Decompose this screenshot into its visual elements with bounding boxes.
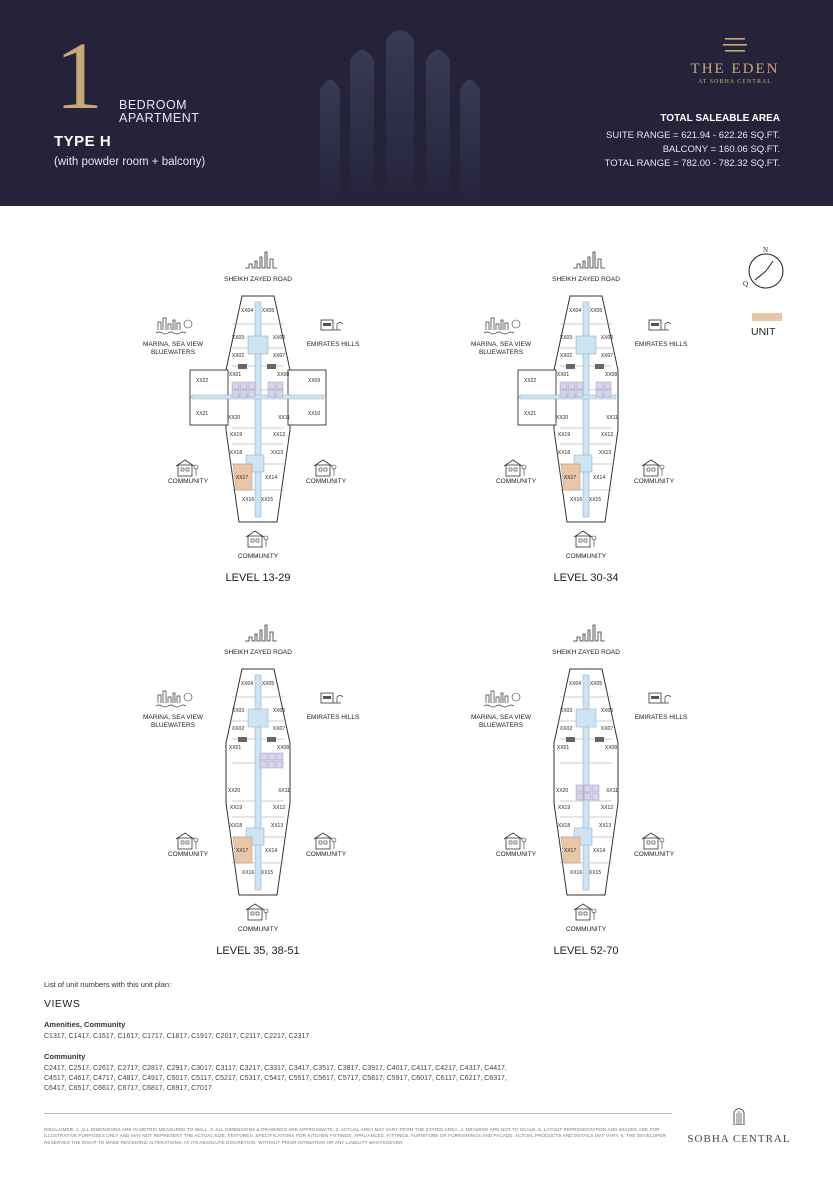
core-upper [576,336,596,354]
unit-label-xx11: XX11 [278,788,290,794]
corridor-vertical [583,302,589,517]
lift-cell [232,382,239,389]
unit-label-xx14: XX14 [264,848,278,854]
sea-view-icon [156,318,192,334]
lift-cell [604,390,611,397]
shaft-block [238,737,247,742]
sobha-logo-icon [733,1107,745,1125]
lift-cell [584,793,591,800]
community-bottom-label: COMMUNITY [565,926,607,933]
emirates-hills-icon [649,320,671,330]
community-left-icon [504,460,526,476]
shaft-block [595,737,604,742]
eden-logo-sub: AT SOBHA CENTRAL [698,79,772,85]
unit-label-xx01: XX01 [228,372,242,378]
unit-label-xx02: XX02 [231,726,245,732]
view-left-label-1: MARINA, SEA VIEW [471,714,531,721]
unit-label-xx19: XX19 [557,432,571,438]
bedroom-label [119,99,199,125]
floor-plan-3 [140,623,380,938]
unit-label-xx07: XX07 [272,353,286,359]
unit-label-xx01: XX01 [556,745,570,751]
core-upper [248,709,268,727]
unit-list [44,980,684,1094]
unit-label-xx07: XX07 [600,726,614,732]
unit-label-xx20: XX20 [555,415,569,421]
saleable-area [605,113,780,171]
sea-view-icon [156,691,192,707]
community-right-icon [642,833,664,849]
skyline-icon [573,625,605,641]
lift-cell [240,382,247,389]
bedroom-line2: APARTMENT [119,111,200,125]
lift-cell [240,390,247,397]
community-left-icon [176,833,198,849]
unit-label-xx03: XX03 [559,708,573,714]
lift-cell [268,753,275,760]
unit-label-xx18: XX18 [557,450,571,456]
skyline-icon [245,252,277,268]
group2-units: C2417, C2517, C2617, C2717, C2817, C2917, C3017, C3117, C3217, C3317, C3417, C3517, C3817, C3917, C4017, C4117, C4217, C4317, C4417, C4517, C4617, C4717, C4817, C4917, C5017, C5117, C5217, C5317, C5417, C5517, C5617, C5717, C5817, C5917, C6017, C6117, C6217, C6317, C6417, C6517, C6617, C6717, C6817, C6917, C7017 [44,1065,507,1092]
community-bottom-icon [574,904,596,920]
unit-label-xx13: XX13 [598,450,612,456]
unit-label-xx12: XX12 [600,432,614,438]
unit-label-xx20: XX20 [555,788,569,794]
unit-label-xx06: XX06 [272,708,286,714]
sea-view-icon [484,318,520,334]
eden-logo-icon [723,38,747,52]
unit-label-xx18: XX18 [229,823,243,829]
unit-label-xx05: XX05 [589,308,603,314]
lift-cell [596,382,603,389]
community-bottom-icon [246,904,268,920]
floor-plan-1 [140,250,380,565]
lift-cell [576,390,583,397]
unit-label-xx16: XX16 [241,497,255,503]
unit-label-xx11: XX11 [606,788,618,794]
lift-cell [592,785,599,792]
unit-label-xx06: XX06 [600,708,614,714]
level-caption: LEVEL 52-70 [553,945,619,957]
unit-label-xx20: XX20 [227,415,241,421]
unit-subtitle: (with powder room + balcony) [54,156,206,168]
core-upper [248,336,268,354]
unit-label-xx17: XX17 [563,848,577,854]
unit-label-xx18: XX18 [557,823,571,829]
lift-cell [576,793,583,800]
building-arches-graphic [300,20,500,206]
lift-cell [260,753,267,760]
lift-cell [268,761,275,768]
bedroom-line1: BEDROOM [119,98,188,112]
unit-label-xx20: XX20 [227,788,241,794]
compass-q: Q [743,280,749,288]
level-caption: LEVEL 30-34 [553,572,619,584]
unit-label-xx10: XX10 [307,411,321,417]
suite-range: SUITE RANGE = 621.94 - 622.26 SQ.FT. [606,130,780,141]
unit-label-xx09: XX09 [307,378,321,384]
shaft-block [238,364,247,369]
unit-label-xx08: XX08 [276,372,290,378]
total-range: TOTAL RANGE = 782.00 - 782.32 SQ.FT. [604,158,780,169]
lift-cell [232,390,239,397]
community-bottom-label: COMMUNITY [237,553,279,560]
unit-label-xx15: XX15 [260,497,274,503]
view-right-label: EMIRATES HILLS [634,714,688,721]
community-left-icon [504,833,526,849]
lift-cell [276,382,283,389]
lift-cell [276,753,283,760]
corridor-vertical [255,675,261,890]
view-top-label: SHEIKH ZAYED ROAD [552,276,620,283]
lift-cell [276,761,283,768]
unit-label-xx15: XX15 [588,870,602,876]
unit-label-xx13: XX13 [598,823,612,829]
lift-cell [276,390,283,397]
lift-cell [268,390,275,397]
group2-title: Community [44,1052,86,1061]
view-top-label: SHEIKH ZAYED ROAD [552,649,620,656]
bedroom-count: 1 [55,22,103,129]
lift-cell [576,382,583,389]
sobha-logo-name: SOBHA CENTRAL [687,1133,791,1145]
community-bottom-icon [574,531,596,547]
unit-label-xx04: XX04 [240,308,254,314]
lift-cell [248,382,255,389]
view-left-label-2: BLUEWATERS [478,349,524,356]
unit-label-xx03: XX03 [231,708,245,714]
lift-cell [604,382,611,389]
community-right-label: COMMUNITY [305,478,347,485]
unit-label-xx11: XX11 [606,415,618,421]
floor-plan-4 [468,623,708,938]
community-right-label: COMMUNITY [305,851,347,858]
view-left-label-1: MARINA, SEA VIEW [471,341,531,348]
community-left-label: COMMUNITY [167,478,209,485]
unit-label-xx12: XX12 [600,805,614,811]
corridor-horizontal [192,395,324,399]
lift-cell [560,382,567,389]
view-right-label: EMIRATES HILLS [634,341,688,348]
unit-label-xx15: XX15 [260,870,274,876]
community-right-icon [642,460,664,476]
unit-label-xx21: XX21 [195,411,209,417]
emirates-hills-icon [649,693,671,703]
unit-label-xx12: XX12 [272,432,286,438]
unit-label-xx14: XX14 [592,475,606,481]
lift-cell [596,390,603,397]
unit-label-xx17: XX17 [235,848,249,854]
skyline-icon [245,625,277,641]
view-right-label: EMIRATES HILLS [306,714,360,721]
community-bottom-icon [246,531,268,547]
group1-title: Amenities, Community [44,1020,126,1029]
unit-label-xx14: XX14 [264,475,278,481]
emirates-hills-icon [321,320,343,330]
unit-type: TYPE H [54,133,112,150]
unit-label-xx03: XX03 [231,335,245,341]
unit-label-xx08: XX08 [604,745,618,751]
community-left-label: COMMUNITY [495,851,537,858]
sobha-logo [687,1107,791,1145]
unit-label-xx19: XX19 [229,805,243,811]
eden-logo-name: THE EDEN [690,61,780,77]
view-right-label: EMIRATES HILLS [306,341,360,348]
unit-label-xx01: XX01 [556,372,570,378]
lift-cell [584,785,591,792]
view-left-label-2: BLUEWATERS [150,349,196,356]
community-bottom-label: COMMUNITY [237,926,279,933]
lift-cell [568,382,575,389]
unit-label-xx07: XX07 [600,353,614,359]
view-left-label-2: BLUEWATERS [150,722,196,729]
area-title: TOTAL SALEABLE AREA [660,113,780,124]
core-upper [576,709,596,727]
unit-label-xx02: XX02 [559,726,573,732]
unit-label-xx16: XX16 [569,870,583,876]
corridor-vertical [255,302,261,517]
shaft-block [566,364,575,369]
unit-label-xx11: XX11 [278,415,290,421]
lift-cell [560,390,567,397]
view-left-label-1: MARINA, SEA VIEW [143,341,203,348]
unit-label-xx19: XX19 [229,432,243,438]
group1-units: C1317, C1417, C1517, C1617, C1717, C1817, C1917, C2017, C2117, C2217, C2317 [44,1033,310,1040]
unit-label-xx12: XX12 [272,805,286,811]
eden-logo [680,38,790,85]
unit-label-xx04: XX04 [568,308,582,314]
unit-label-xx14: XX14 [592,848,606,854]
unit-label-xx04: XX04 [240,681,254,687]
unit-label-xx18: XX18 [229,450,243,456]
unit-label-xx08: XX08 [276,745,290,751]
view-top-label: SHEIKH ZAYED ROAD [224,649,292,656]
unit-label-xx02: XX02 [559,353,573,359]
views-title: VIEWS [44,998,81,1010]
unit-label-xx06: XX06 [600,335,614,341]
unit-label-xx13: XX13 [270,450,284,456]
floor-plan-2 [468,250,708,565]
lift-cell [268,382,275,389]
unit-label-xx05: XX05 [589,681,603,687]
header-banner [0,0,833,206]
unit-label-xx08: XX08 [604,372,618,378]
view-left-label-1: MARINA, SEA VIEW [143,714,203,721]
unit-label-xx05: XX05 [261,308,275,314]
lift-cell [248,390,255,397]
unit-label-xx03: XX03 [559,335,573,341]
corridor-vertical [583,675,589,890]
community-right-icon [314,833,336,849]
unit-label-xx22: XX22 [195,378,209,384]
disclaimer: DISCLAIMER: 1. ALL DIMENSIONS ARE IN METRIC MEASURED TO WALL. 2. ALL DIMENSIONS & DRAWINGS ARE APPROXIMATE. 3. ACTUAL AREA MAY VARY FROM THE STATED AREA. 4. DRAWING ARE NOT TO SCALE. 5. LAYOUT REPRESENTATION AND IMAGES ARE FOR ILLUSTRATIVE PURPOSES ONLY AND MAY NOT REPRESENT THE ACTUAL SIZE, FEATURES, SPECIFICATIONS FOR KITCHEN FITTINGS, APPLIANCES, FITTINGS, FURNITURE OR FURNISHINGS AND FACADE. ACTUAL PRODUCTS AND DETAILS MAY VARY. 6. THE DEVELOPER RESERVES THE RIGHT TO MAKE REVISIONS/ ALTERATIONS, AT ITS ABSOLUTE DISCRETION, WITHOUT PRIOR INTIMATION OR ANY LIABILITY WHATSOEVER. [44,1127,666,1145]
community-right-icon [314,460,336,476]
unit-list-intro: List of unit numbers with this unit plan: [44,980,172,989]
community-bottom-label: COMMUNITY [565,553,607,560]
compass-icon [742,244,790,292]
shaft-block [595,364,604,369]
unit-label-xx07: XX07 [272,726,286,732]
shaft-block [267,364,276,369]
lift-cell [592,793,599,800]
unit-label-xx22: XX22 [523,378,537,384]
unit-label-xx17: XX17 [235,475,249,481]
unit-label-xx01: XX01 [228,745,242,751]
unit-label-xx16: XX16 [241,870,255,876]
unit-label-xx05: XX05 [261,681,275,687]
view-left-label-2: BLUEWATERS [478,722,524,729]
community-right-label: COMMUNITY [633,478,675,485]
unit-label-xx17: XX17 [563,475,577,481]
sea-view-icon [484,691,520,707]
unit-label-xx04: XX04 [568,681,582,687]
unit-label-xx13: XX13 [270,823,284,829]
shaft-block [267,737,276,742]
shaft-block [566,737,575,742]
lift-cell [576,785,583,792]
lift-cell [260,761,267,768]
community-left-label: COMMUNITY [167,851,209,858]
view-top-label: SHEIKH ZAYED ROAD [224,276,292,283]
unit-label-xx21: XX21 [523,411,537,417]
unit-legend-label: UNIT [751,326,776,338]
unit-label-xx06: XX06 [272,335,286,341]
unit-label-xx02: XX02 [231,353,245,359]
skyline-icon [573,252,605,268]
footer-divider [44,1113,672,1114]
level-caption: LEVEL 35, 38-51 [216,945,300,957]
level-caption: LEVEL 13-29 [225,572,291,584]
unit-label-xx15: XX15 [588,497,602,503]
community-left-icon [176,460,198,476]
community-left-label: COMMUNITY [495,478,537,485]
lift-cell [568,390,575,397]
unit-label-xx16: XX16 [569,497,583,503]
community-right-label: COMMUNITY [633,851,675,858]
unit-label-xx19: XX19 [557,805,571,811]
unit-legend-swatch [752,313,782,321]
emirates-hills-icon [321,693,343,703]
compass-north: N [763,246,769,254]
balcony-area: BALCONY = 160.06 SQ.FT. [662,144,780,155]
